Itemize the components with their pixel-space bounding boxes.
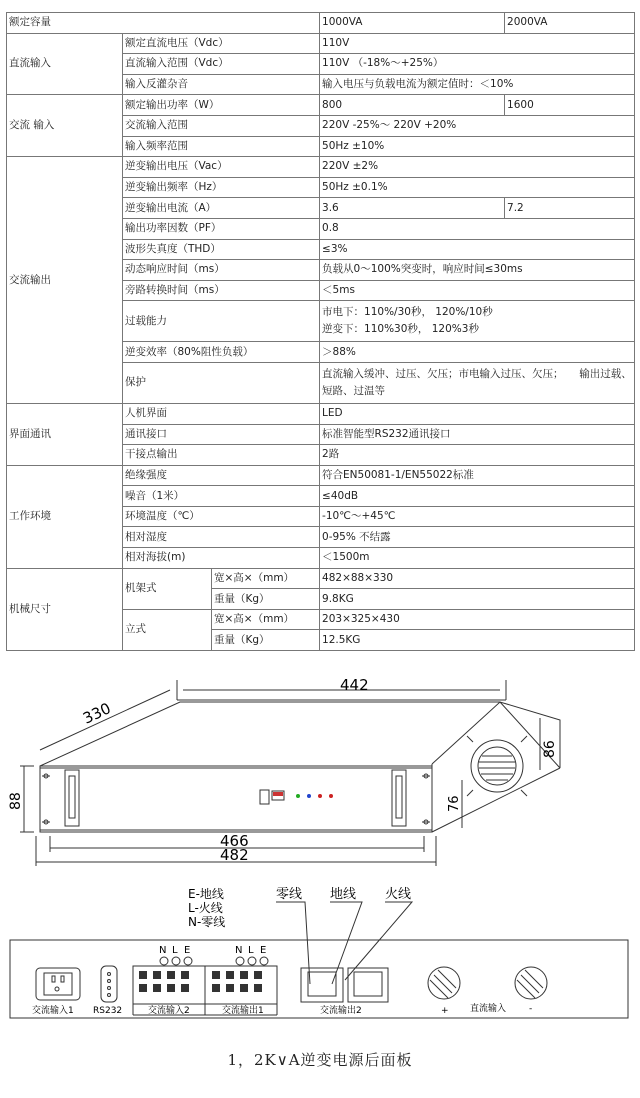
spec-label: 输出功率因数（PF） (123, 218, 320, 239)
spec-label: 旁路转换时间（ms） (123, 280, 320, 301)
group-ac-input: 交流 输入 (7, 95, 123, 157)
spec-value: 0-95% 不结露 (320, 527, 635, 548)
spec-row (7, 403, 635, 424)
display-indicator (273, 792, 283, 796)
spec-label: 绝缘强度 (123, 465, 320, 486)
spec-label: 逆变输出电压（Vac） (123, 157, 320, 178)
figure-caption: 1，2K∨A逆变电源后面板 (227, 1051, 413, 1069)
terminal-n: N (235, 945, 243, 956)
spec-label: 逆变效率（80%阻性负载） (123, 342, 320, 363)
led-red (318, 794, 322, 798)
label-minus: - (529, 1004, 533, 1014)
spec-label: 交流输入范围 (123, 115, 320, 136)
callout-ground: 地线 (330, 887, 357, 902)
rated-capacity-2000: 2000VA (505, 13, 635, 34)
terminal-e: E (260, 945, 267, 956)
led-blue (307, 794, 311, 798)
group-dc-input: 直流输入 (7, 33, 123, 95)
group-environment: 工作环境 (7, 465, 123, 568)
spec-row (7, 157, 635, 178)
label-ac-input-2: 交流输入2 (148, 1006, 190, 1016)
spec-value: 1600 (505, 95, 635, 116)
spec-value: 0.8 (320, 218, 635, 239)
spec-label: 重量（Kg） (212, 589, 320, 610)
spec-label: 重量（Kg） (212, 630, 320, 651)
spec-value: 负载从0～100%突变时，响应时间≤30ms (320, 260, 635, 281)
group-interface: 界面通讯 (7, 403, 123, 465)
spec-value: 800 (320, 95, 505, 116)
overload-line-2: 逆变下：110%30秒， 120%3秒 (322, 323, 479, 336)
spec-label: 人机界面 (123, 403, 320, 424)
spec-value: 9.8KG (320, 589, 635, 610)
dim-330: 330 (80, 699, 114, 728)
rated-capacity-label: 额定容量 (7, 13, 320, 34)
spec-value: ≤3% (320, 239, 635, 260)
spec-label: 保护 (123, 362, 320, 403)
dim-88: 88 (8, 792, 24, 810)
legend-live: L-火线 (188, 901, 223, 915)
spec-value: 220V -25%～ 220V +20% (320, 115, 635, 136)
spec-value: 110V (320, 33, 635, 54)
spec-value: ≤40dB (320, 486, 635, 507)
led-red (329, 794, 333, 798)
spec-value: 220V ±2% (320, 157, 635, 178)
spec-label: 输入频率范围 (123, 136, 320, 157)
led-green (296, 794, 300, 798)
spec-label: 环境温度（℃） (123, 506, 320, 527)
dim-482: 482 (220, 846, 249, 864)
spec-label: 额定直流电压（Vdc） (123, 33, 320, 54)
spec-value: 50Hz ±0.1% (320, 177, 635, 198)
spec-label: 干接点输出 (123, 445, 320, 466)
spec-table (6, 12, 635, 651)
spec-label: 噪音（1米） (123, 486, 320, 507)
spec-value: 符合EN50081-1/EN55022标准 (320, 465, 635, 486)
spec-row (7, 95, 635, 116)
rated-capacity-1000: 1000VA (320, 13, 505, 34)
spec-value: ＜1500m (320, 548, 635, 569)
spec-value: 110V （-18%～+25%） (320, 54, 635, 75)
dim-76: 76 (447, 795, 462, 812)
spec-label: 相对海拔(m) (123, 548, 320, 569)
terminal-l: L (172, 945, 178, 956)
spec-label: 动态响应时间（ms） (123, 260, 320, 281)
spec-value (320, 301, 635, 342)
legend-earth: E-地线 (188, 887, 224, 901)
label-dc-input: 直流输入 (470, 1004, 507, 1014)
rear-panel-drawing (0, 880, 640, 1045)
label-rs232: RS232 (93, 1006, 123, 1016)
spec-value: 2路 (320, 445, 635, 466)
spec-value: 标准智能型RS232通讯接口 (320, 424, 635, 445)
spec-row (7, 33, 635, 54)
spec-value: -10℃～+45℃ (320, 506, 635, 527)
label-plus: + (441, 1006, 449, 1016)
dim-466: 466 (220, 832, 249, 850)
label-ac-input-1: 交流输入1 (32, 1006, 74, 1016)
terminal-l: L (248, 945, 254, 956)
spec-label: 宽×高×（mm） (212, 609, 320, 630)
legend-neutral: N-零线 (188, 915, 226, 929)
spec-row (7, 465, 635, 486)
group-ac-output: 交流输出 (7, 157, 123, 404)
callout-neutral: 零线 (276, 887, 303, 902)
chassis-dimension-drawing (0, 660, 640, 870)
spec-label: 相对湿度 (123, 527, 320, 548)
spec-value: 直流输入缓冲、过压、欠压；市电输入过压、欠压； 输出过载、短路、过温等 (320, 362, 635, 403)
spec-value: 203×325×430 (320, 609, 635, 630)
tower-label: 立式 (123, 609, 212, 650)
terminal-n: N (159, 945, 167, 956)
spec-row (7, 568, 635, 589)
overload-line-1: 市电下：110%/30秒， 120%/10秒 (322, 306, 493, 319)
spec-value: 50Hz ±10% (320, 136, 635, 157)
spec-label: 直流输入范围（Vdc） (123, 54, 320, 75)
spec-value: 12.5KG (320, 630, 635, 651)
spec-label: 宽×高×（mm） (212, 568, 320, 589)
group-mechanical: 机械尺寸 (7, 568, 123, 650)
spec-value: 482×88×330 (320, 568, 635, 589)
spec-label: 波形失真度（THD） (123, 239, 320, 260)
spec-label: 输入反灌杂音 (123, 74, 320, 95)
callout-live: 火线 (385, 887, 412, 902)
spec-label: 通讯接口 (123, 424, 320, 445)
terminal-e: E (184, 945, 191, 956)
spec-label: 逆变输出频率（Hz） (123, 177, 320, 198)
dim-86: 86 (542, 740, 558, 758)
spec-value: 3.6 (320, 198, 505, 219)
spec-label: 额定输出功率（W） (123, 95, 320, 116)
rack-label: 机架式 (123, 568, 212, 609)
dim-442: 442 (340, 676, 369, 694)
spec-value: 7.2 (505, 198, 635, 219)
spec-value: 输入电压与负载电流为额定值时：＜10% (320, 74, 635, 95)
spec-row (7, 13, 635, 34)
label-ac-output-2: 交流输出2 (320, 1006, 362, 1016)
spec-label: 过载能力 (123, 301, 320, 342)
spec-label: 逆变输出电流（A） (123, 198, 320, 219)
spec-value: ＞88% (320, 342, 635, 363)
label-ac-output-1: 交流输出1 (222, 1006, 264, 1016)
spec-value: LED (320, 403, 635, 424)
spec-value: ＜5ms (320, 280, 635, 301)
